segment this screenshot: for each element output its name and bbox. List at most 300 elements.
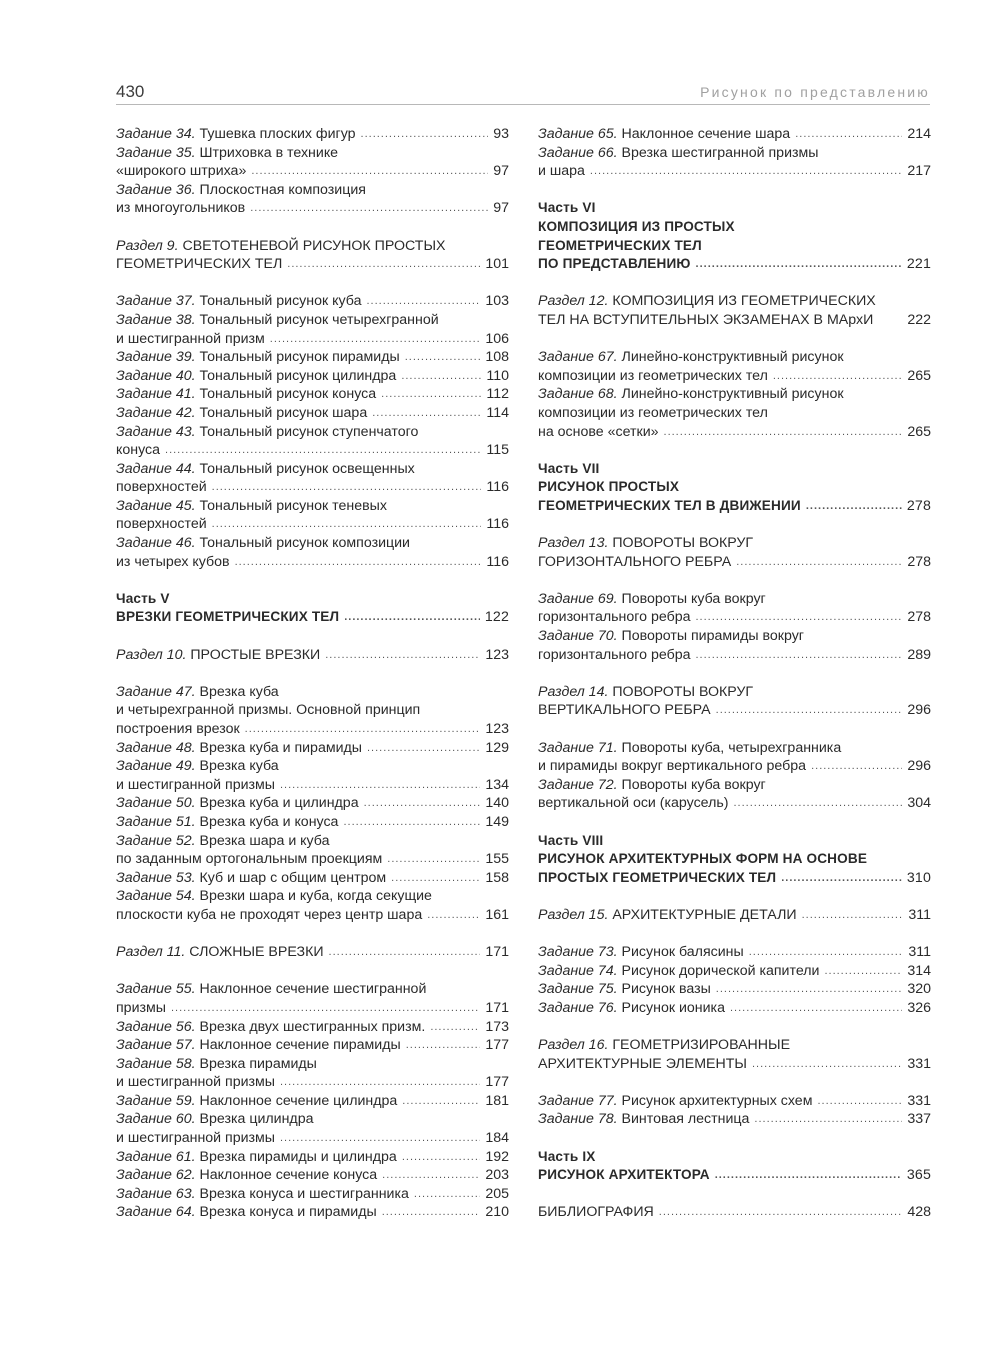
toc-entry-title: Врезки шара и куба, когда секущие <box>195 888 432 905</box>
dot-leader <box>235 553 482 572</box>
toc-entry-title: Рисунок дорической капители <box>617 962 820 979</box>
toc-entry-title: ПО ПРЕДСТАВЛЕНИЮ <box>538 256 691 272</box>
toc-entry-label <box>116 423 418 442</box>
toc-entry-label <box>116 348 400 367</box>
toc-entry-label <box>538 423 659 442</box>
toc-page-number: 110 <box>486 367 509 384</box>
toc-entry-title: Врезка пирамиды и цилиндра <box>195 1148 397 1165</box>
toc-entry-title: Повороты пирамиды вокруг <box>617 628 804 645</box>
toc-entry-title: СВЕТОТЕНЕВОЙ РИСУНОК ПРОСТЫХ <box>178 237 446 254</box>
toc-part-heading <box>538 497 931 516</box>
toc-page-number: 134 <box>485 776 509 793</box>
toc-page-number: 112 <box>486 386 509 403</box>
toc-entry-label <box>116 1073 275 1092</box>
toc-entry-label <box>116 311 439 330</box>
toc-entry-title: «широкого штриха» <box>116 163 247 180</box>
toc-entry-title: и шестигранной призмы <box>116 776 275 793</box>
toc-entry-number: Задание 58. <box>116 1055 196 1072</box>
toc-page-number: 320 <box>907 981 931 998</box>
toc-entry-line <box>538 348 931 367</box>
toc-entry-line <box>116 534 509 553</box>
toc-entry-label <box>538 311 873 330</box>
toc-entry-label <box>116 999 166 1018</box>
dot-leader <box>329 943 481 962</box>
dot-leader <box>749 943 904 962</box>
spacer <box>116 627 509 646</box>
toc-entry-label <box>538 1036 790 1055</box>
toc-entry <box>538 701 931 720</box>
toc-entry <box>116 906 509 925</box>
toc-entry-number: Задание 46. <box>116 535 196 552</box>
toc-page-number: 311 <box>908 944 931 961</box>
toc-entry-number: Задание 38. <box>116 311 196 328</box>
toc-entry-title: Тональный рисунок освещенных <box>195 460 415 477</box>
dot-leader <box>402 1148 481 1167</box>
toc-entry <box>116 255 509 274</box>
toc-entry <box>538 1203 931 1222</box>
toc-entry-label <box>538 739 841 758</box>
dot-leader <box>716 701 903 720</box>
dot-leader <box>736 553 902 572</box>
toc-entry-label <box>116 869 386 888</box>
toc-entry-label <box>116 1148 397 1167</box>
toc-entry-number: Задание 40. <box>116 367 196 384</box>
toc-page-number: 129 <box>485 739 509 756</box>
toc-entry-label <box>538 460 599 479</box>
toc-entry-title: призмы <box>116 999 166 1016</box>
toc-entry <box>116 776 509 795</box>
toc-entry-title: КОМПОЗИЦИЯ ИЗ ГЕОМЕТРИЧЕСКИХ <box>608 293 876 310</box>
toc-right-column <box>538 125 931 1222</box>
dot-leader <box>795 125 902 144</box>
toc-entry-label <box>116 385 376 404</box>
toc-page-number: 217 <box>907 163 931 180</box>
toc-entry-title: Куб и шар с общим центром <box>195 869 387 886</box>
toc-entry-number: Задание 45. <box>116 497 196 514</box>
toc-entry <box>116 869 509 888</box>
dot-leader <box>406 1036 481 1055</box>
spacer <box>538 1185 931 1204</box>
toc-entry-label <box>538 144 818 163</box>
toc-entry-title: Часть VIII <box>538 832 604 848</box>
toc-page-number: 278 <box>906 497 931 514</box>
toc-entry-line <box>116 423 509 442</box>
toc-page-number: 221 <box>906 256 931 273</box>
toc-entry <box>116 813 509 832</box>
toc-entry-label <box>538 218 735 237</box>
dot-leader <box>325 646 480 665</box>
toc-entry-label <box>538 906 797 925</box>
dot-leader <box>280 1129 480 1148</box>
toc-entry-title: Повороты куба, четырехгранника <box>617 739 842 756</box>
toc-entry-label <box>538 590 766 609</box>
dot-leader <box>752 1055 902 1074</box>
toc-entry <box>116 999 509 1018</box>
toc-entry-label <box>538 1148 596 1167</box>
toc-entry-number: Задание 76. <box>538 999 618 1016</box>
toc-entry-label <box>116 292 361 311</box>
dot-leader <box>171 999 480 1018</box>
toc-entry-label <box>116 162 246 181</box>
dot-leader <box>270 330 481 349</box>
toc-page-number: 103 <box>485 293 509 310</box>
toc-entry-title: горизонтального ребра <box>538 609 691 626</box>
toc-entry-title: Врезка пирамиды <box>195 1055 317 1072</box>
toc-page-number: 210 <box>485 1204 509 1221</box>
spacer <box>116 571 509 590</box>
toc-entry <box>538 423 931 442</box>
spacer <box>116 962 509 981</box>
spacer <box>538 887 931 906</box>
toc-entry <box>116 441 509 460</box>
dot-leader <box>251 162 488 181</box>
toc-part-heading <box>538 1148 931 1167</box>
dot-leader <box>414 1185 480 1204</box>
toc-entry-title: Рисунок ионика <box>617 999 725 1016</box>
toc-entry-label <box>116 1166 377 1185</box>
toc-page-number: 122 <box>484 609 509 626</box>
toc-page-number: 304 <box>907 795 931 812</box>
toc-entry <box>538 999 931 1018</box>
toc-page-number: 116 <box>486 479 509 496</box>
toc-entry-title: Наклонное сечение конуса <box>195 1167 378 1184</box>
toc-entry-number: Задание 72. <box>538 776 618 793</box>
toc-entry-title: Врезка конуса и шестигранника <box>195 1185 409 1202</box>
toc-page-number: 155 <box>485 851 509 868</box>
dot-leader <box>715 1166 902 1185</box>
toc-entry-label <box>538 125 790 144</box>
toc-entry-title: АРХИТЕКТУРНЫЕ ЭЛЕМЕНТЫ <box>538 1055 747 1072</box>
toc-entry-line <box>116 757 509 776</box>
toc-entry <box>538 962 931 981</box>
toc-entry-number: Раздел 16. <box>538 1037 609 1054</box>
toc-entry-title: ПРОСТЫХ ГЕОМЕТРИЧЕСКИХ ТЕЛ <box>538 869 777 885</box>
toc-entry-title: Повороты куба вокруг <box>617 776 766 793</box>
toc-entry-label <box>538 999 725 1018</box>
dot-leader <box>361 125 489 144</box>
toc-entry-title: Наклонное сечение шестигранной <box>195 981 427 998</box>
toc-page-number: 161 <box>485 906 509 923</box>
toc-part-heading <box>538 869 931 888</box>
toc-entry-title: ТЕЛ НА ВСТУПИТЕЛЬНЫХ ЭКЗАМЕНАХ В МАрхИ <box>538 311 874 328</box>
toc-page-number: 311 <box>908 906 931 923</box>
toc-entry-title: ВЕРТИКАЛЬНОГО РЕБРА <box>538 702 711 719</box>
toc-entry-number: Задание 36. <box>116 181 196 198</box>
toc-entry-label <box>538 237 702 256</box>
dot-leader <box>343 813 480 832</box>
toc-entry-label <box>538 794 729 813</box>
toc-page-number: 108 <box>485 349 509 366</box>
toc-page-number: 101 <box>485 256 509 273</box>
toc-entry-label <box>116 646 320 665</box>
dot-leader <box>430 1018 480 1037</box>
toc-entry-label <box>116 515 207 534</box>
toc-entry-line <box>116 237 509 256</box>
toc-entry-title: СЛОЖНЫЕ ВРЕЗКИ <box>185 944 324 961</box>
toc-entry-number: Задание 63. <box>116 1185 196 1202</box>
toc-entry-title: Тональный рисунок конуса <box>195 386 377 403</box>
toc-entry-label <box>116 813 338 832</box>
dot-leader <box>802 906 904 925</box>
toc-entry-label <box>538 199 596 218</box>
toc-page-number: 222 <box>907 311 931 328</box>
toc-entry-title: Врезка шестигранной призмы <box>617 144 819 161</box>
toc-entry-title: построения врезок <box>116 721 240 737</box>
dot-leader <box>280 776 480 795</box>
spacer <box>538 571 931 590</box>
toc-page-number: 296 <box>907 758 931 775</box>
toc-entry-label <box>538 608 691 627</box>
toc-page-number: 278 <box>907 609 931 626</box>
toc-entry <box>538 1092 931 1111</box>
toc-entry <box>116 515 509 534</box>
dot-leader <box>382 1166 480 1185</box>
toc-entry-title: Винтовая лестница <box>617 1111 750 1128</box>
toc-entry-line <box>116 460 509 479</box>
toc-entry-number: Задание 75. <box>538 981 618 998</box>
toc-entry-title: горизонтального ребра <box>538 646 691 663</box>
toc-entry-label <box>538 962 819 981</box>
dot-leader <box>212 515 482 534</box>
toc-entry-label <box>538 292 876 311</box>
dot-leader <box>806 497 902 516</box>
dot-leader <box>824 962 902 981</box>
toc-page-number: 331 <box>907 1092 931 1109</box>
toc-entry-label <box>538 385 844 404</box>
dot-leader <box>427 906 480 925</box>
toc-entry-title: ПОВОРОТЫ ВОКРУГ <box>608 683 754 700</box>
toc-entry-label <box>116 776 275 795</box>
toc-page-number: 428 <box>907 1204 931 1221</box>
toc-entry-title: ГЕОМЕТРИЧЕСКИХ ТЕЛ <box>116 256 283 273</box>
toc-entry-label <box>116 330 265 349</box>
toc-entry-label <box>116 794 359 813</box>
toc-entry-title: РИСУНОК АРХИТЕКТУРНЫХ ФОРМ НА ОСНОВЕ <box>538 851 868 867</box>
toc-entry-line <box>538 739 931 758</box>
toc-entry-label <box>538 850 867 869</box>
toc-entry-label <box>538 1110 749 1129</box>
spacer <box>538 515 931 534</box>
toc-entry-title: плоскости куба не проходят через центр шара <box>116 906 423 923</box>
dot-leader <box>391 869 480 888</box>
toc-entry-title: Наклонное сечение цилиндра <box>195 1092 398 1109</box>
toc-entry <box>116 1203 509 1222</box>
toc-entry-title: КОМПОЗИЦИЯ ИЗ ПРОСТЫХ <box>538 218 735 234</box>
toc-entry-label <box>116 683 279 702</box>
toc-entry <box>538 367 931 386</box>
spacer <box>116 925 509 944</box>
toc-entry-line <box>116 181 509 200</box>
toc-entry <box>538 757 931 776</box>
toc-entry-title: ГЕОМЕТРИЗИРОВАННЫЕ <box>608 1037 791 1054</box>
toc-entry-label <box>116 757 279 776</box>
toc-entry-line <box>538 144 931 163</box>
toc-entry-line <box>538 292 931 311</box>
toc-entry <box>116 1073 509 1092</box>
toc-entry-label <box>538 980 711 999</box>
toc-entry-label <box>116 1203 377 1222</box>
toc-entry-label <box>116 608 339 627</box>
toc-entry-line <box>538 534 931 553</box>
toc-entry-number: Задание 59. <box>116 1092 196 1109</box>
toc-part-heading <box>538 850 931 869</box>
toc-entry-label <box>116 553 230 572</box>
toc-entry <box>116 404 509 423</box>
toc-entry-title: Врезка куба и пирамиды <box>195 739 362 756</box>
toc-entry-number: Задание 68. <box>538 386 618 403</box>
dot-leader <box>382 1203 481 1222</box>
toc-entry <box>538 1110 931 1129</box>
toc-entry <box>116 850 509 869</box>
spacer <box>538 274 931 293</box>
toc-entry-title: и шара <box>538 163 585 180</box>
toc-entry-title: и четырехгранной призмы. Основной принцип <box>116 702 421 719</box>
toc-entry-title: Врезка цилиндра <box>195 1111 314 1128</box>
toc-entry-number: Раздел 15. <box>538 906 609 923</box>
toc-entry <box>116 1129 509 1148</box>
toc-entry-label <box>116 441 160 460</box>
spacer <box>116 274 509 293</box>
toc-entry-line <box>116 497 509 516</box>
toc-entry-title: Врезка куба <box>195 683 279 700</box>
toc-entry-label <box>538 776 766 795</box>
toc-entry-line <box>538 404 931 423</box>
toc-entry <box>538 553 931 572</box>
toc-entry-title: ГОРИЗОНТАЛЬНОГО РЕБРА <box>538 553 732 570</box>
toc-entry-number: Задание 66. <box>538 144 618 161</box>
toc-entry-label <box>116 590 170 609</box>
toc-entry-title: ГЕОМЕТРИЧЕСКИХ ТЕЛ <box>538 237 702 253</box>
spacer <box>538 720 931 739</box>
toc-entry-title: Линейно-конструктивный рисунок <box>617 349 844 366</box>
toc-entry-label <box>538 553 731 572</box>
running-title: Рисунок по представлению <box>700 84 930 100</box>
toc-entry <box>116 1166 509 1185</box>
dot-leader <box>405 348 481 367</box>
toc-entry-title: и шестигранной призмы <box>116 1074 275 1091</box>
toc-entry <box>116 478 509 497</box>
toc-entry-label <box>538 869 776 888</box>
toc-page-number: 265 <box>907 367 931 384</box>
toc-entry-number: Задание 61. <box>116 1148 196 1165</box>
toc-entry-title: и шестигранной призмы <box>116 1130 275 1147</box>
toc-entry <box>538 125 931 144</box>
toc-entry-number: Задание 57. <box>116 1037 196 1054</box>
toc-entry <box>116 125 509 144</box>
toc-entry-label <box>116 255 282 274</box>
toc-entry-label <box>538 255 691 274</box>
toc-entry-number: Раздел 11. <box>116 944 186 961</box>
dot-leader <box>367 739 480 758</box>
toc-entry-title: РИСУНОК ПРОСТЫХ <box>538 479 680 495</box>
toc-entry-label <box>116 701 420 720</box>
toc-page-number: 177 <box>485 1074 509 1091</box>
toc-page-number: 326 <box>907 999 931 1016</box>
toc-left-column <box>116 125 509 1222</box>
dot-leader <box>212 478 482 497</box>
toc-entry-title: Тональный рисунок теневых <box>195 497 387 514</box>
toc-entry <box>116 646 509 665</box>
toc-entry <box>116 1036 509 1055</box>
toc-entry-number: Раздел 10. <box>116 646 187 663</box>
toc-page-number: 158 <box>485 869 509 886</box>
dot-leader <box>366 292 480 311</box>
toc-entry-title: конуса <box>116 442 161 459</box>
spacer <box>538 330 931 349</box>
toc-entry-number: Задание 69. <box>538 590 618 607</box>
toc-entry <box>116 553 509 572</box>
dot-leader <box>401 367 481 386</box>
toc-entry-number: Задание 64. <box>116 1204 196 1221</box>
toc-entry-line <box>116 144 509 163</box>
toc-entry-label <box>116 980 426 999</box>
toc-entry-line <box>116 701 509 720</box>
toc-page-number: 192 <box>485 1148 509 1165</box>
dot-leader <box>387 850 480 869</box>
toc-entry-label <box>538 683 753 702</box>
spacer <box>116 664 509 683</box>
toc-entry-title: композиции из геометрических тел <box>538 367 768 384</box>
dot-leader <box>287 255 480 274</box>
toc-entry-title: Рисунок балясины <box>617 944 744 961</box>
toc-entry-title: Тональный рисунок куба <box>195 293 362 310</box>
toc-entry <box>116 1092 509 1111</box>
toc-entry-number: Задание 48. <box>116 739 196 756</box>
toc-page-number: 140 <box>485 795 509 812</box>
dot-leader <box>402 1092 480 1111</box>
toc-entry-title: Наклонное сечение пирамиды <box>195 1037 401 1054</box>
toc-entry-label <box>538 367 768 386</box>
toc-page-number: 114 <box>486 404 509 421</box>
toc-entry <box>116 739 509 758</box>
toc-entry-title: Врезка конуса и пирамиды <box>195 1204 377 1221</box>
toc-page-number: 310 <box>906 869 931 886</box>
toc-entry-label <box>538 646 691 665</box>
toc-entry-line <box>116 683 509 702</box>
toc-entry-number: Задание 41. <box>116 386 196 403</box>
toc-entry-title: ПОВОРОТЫ ВОКРУГ <box>608 535 754 552</box>
toc-entry-label <box>116 497 387 516</box>
toc-entry-number: Задание 50. <box>116 795 196 812</box>
toc-entry-number: Задание 44. <box>116 460 196 477</box>
toc-entry-label <box>116 125 356 144</box>
toc-entry-title: АРХИТЕКТУРНЫЕ ДЕТАЛИ <box>608 906 797 923</box>
toc-entry <box>116 292 509 311</box>
dot-leader <box>590 162 902 181</box>
dot-leader <box>344 608 480 627</box>
toc-page-number: 97 <box>493 200 509 217</box>
toc-entry-title: Часть V <box>116 590 170 606</box>
toc-page-number: 173 <box>485 1018 509 1035</box>
toc-entry-label <box>538 348 844 367</box>
toc-page-number: 149 <box>485 813 509 830</box>
dot-leader <box>811 757 902 776</box>
toc-entry-number: Задание 78. <box>538 1111 618 1128</box>
toc-entry-number: Раздел 12. <box>538 293 609 310</box>
toc-entry-number: Задание 34. <box>116 126 196 142</box>
toc-entry-number: Раздел 9. <box>116 237 179 254</box>
toc-entry-number: Задание 65. <box>538 126 618 142</box>
spacer <box>538 925 931 944</box>
toc-page-number: 314 <box>907 962 931 979</box>
toc-entry-number: Задание 43. <box>116 423 196 440</box>
toc-page-number: 177 <box>485 1037 509 1054</box>
toc-page-number: 331 <box>907 1055 931 1072</box>
toc-entry-label <box>116 887 432 906</box>
toc-entry-label <box>116 460 415 479</box>
toc-page-number: 214 <box>907 126 931 142</box>
page-number: 430 <box>116 82 145 101</box>
